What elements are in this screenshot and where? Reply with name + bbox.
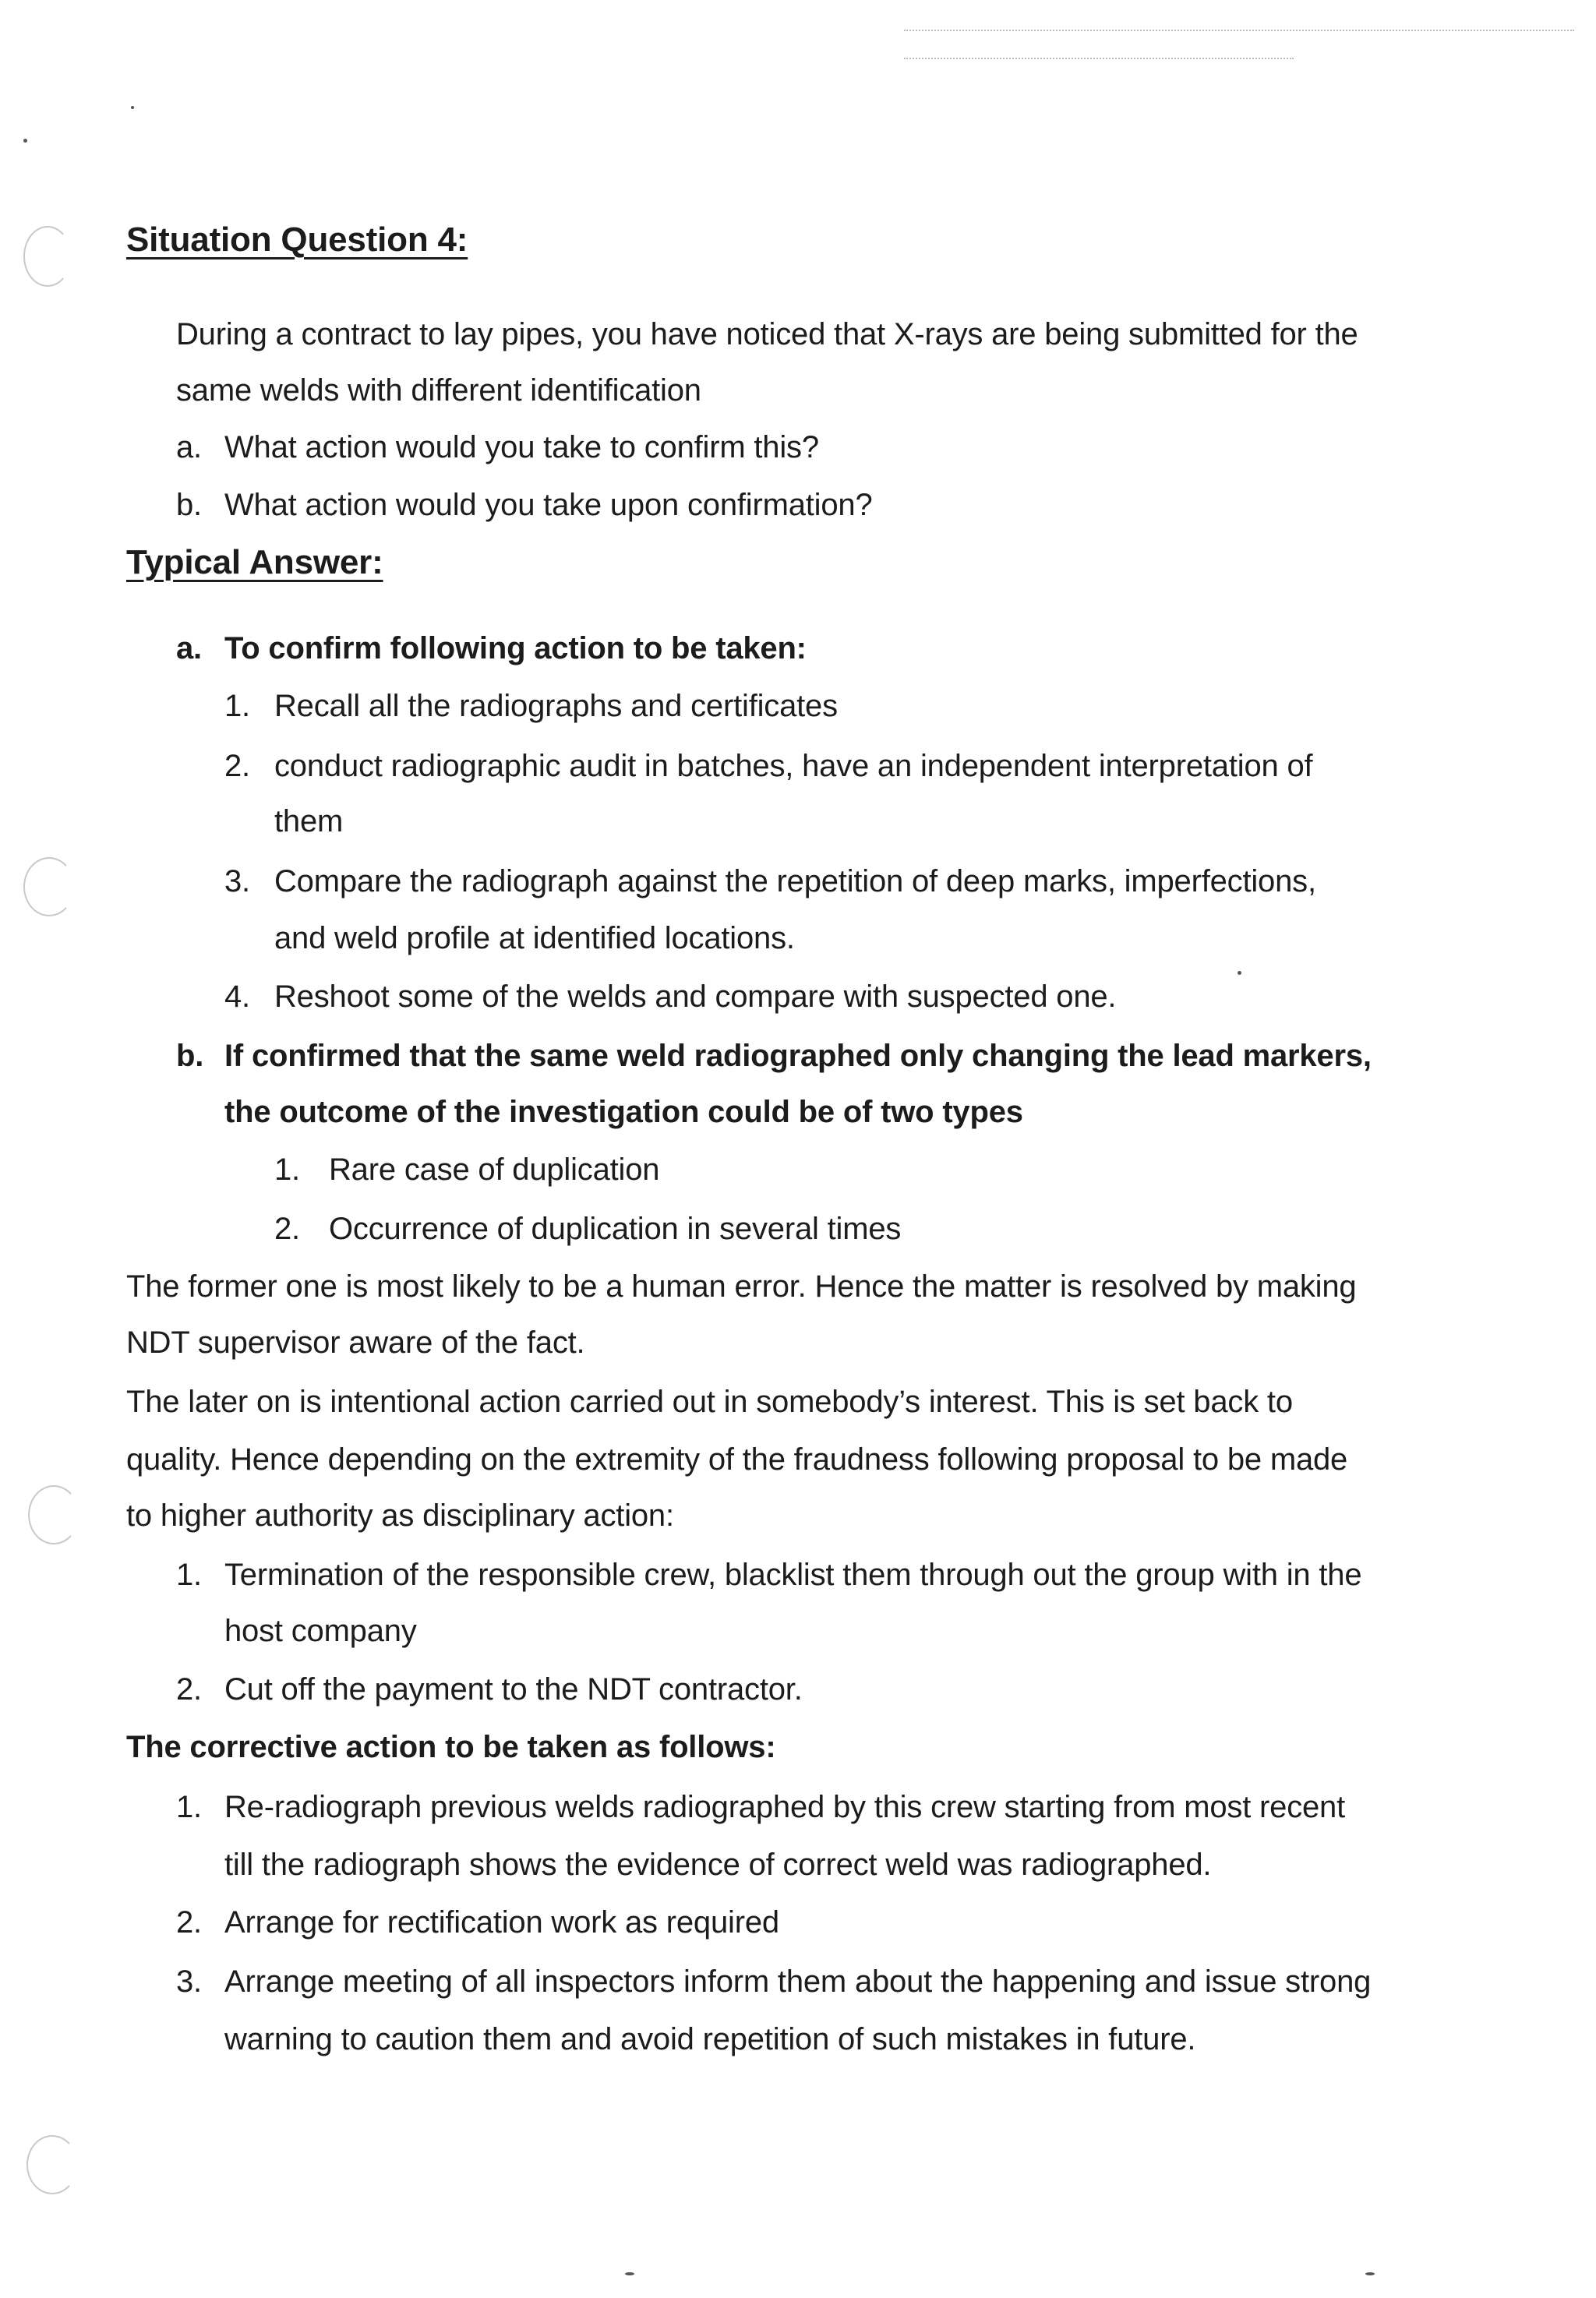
- list-item-text: Arrange for rectification work as required: [224, 1905, 779, 1940]
- list-item-continuation: host company: [224, 1614, 417, 1648]
- list-marker: 1.: [274, 1153, 300, 1187]
- list-marker: b.: [176, 1039, 204, 1073]
- list-item: [176, 1556, 1517, 1594]
- list-item: [274, 1210, 1443, 1248]
- list-marker: 1.: [224, 689, 250, 723]
- list-item: [176, 1963, 1517, 2000]
- part-b-title-text: If confirmed that the same weld radiographed only changing the lead markers,: [224, 1039, 1372, 1073]
- scan-speck: [1365, 2272, 1375, 2275]
- paragraph-line: NDT supervisor aware of the fact.: [126, 1325, 585, 1360]
- punch-hole-top: [23, 226, 72, 287]
- list-item: [176, 1904, 1517, 1941]
- scan-speck: [131, 106, 134, 109]
- punch-hole-upper-middle: [23, 857, 75, 916]
- punch-hole-lower-middle: [28, 1485, 79, 1544]
- list-marker: 1.: [176, 1790, 202, 1824]
- answer-part-a-title: [176, 630, 1501, 667]
- answer-part-b-title: [176, 1037, 1517, 1075]
- list-marker: b.: [176, 488, 202, 522]
- list-item: [224, 687, 1549, 725]
- list-item: [224, 747, 1549, 785]
- list-marker: 1.: [176, 1558, 202, 1592]
- scan-speck: [1238, 971, 1241, 975]
- list-item: [176, 1788, 1517, 1826]
- question-intro-line-1: During a contract to lay pipes, you have noticed that X-rays are being submitted for the: [176, 317, 1358, 351]
- answer-part-b-title-continuation: the outcome of the investigation could be of two types: [224, 1095, 1023, 1129]
- question-item-a: [176, 429, 1501, 466]
- scan-dots-top: [904, 30, 1574, 31]
- list-item: [274, 1151, 1443, 1188]
- list-item-text: Cut off the payment to the NDT contractor.: [224, 1672, 803, 1707]
- question-intro-line-2: same welds with different identification: [176, 373, 701, 408]
- list-item-continuation: them: [274, 804, 344, 838]
- list-item-text: Re-radiograph previous welds radiographed by this crew starting from most recent: [224, 1790, 1346, 1824]
- list-marker: 2.: [176, 1672, 202, 1707]
- paragraph-line: quality. Hence depending on the extremity of the fraudness following proposal to be made: [126, 1442, 1348, 1477]
- list-item-text: Occurrence of duplication in several times: [329, 1212, 902, 1246]
- list-marker: a.: [176, 430, 202, 464]
- list-item-text: conduct radiographic audit in batches, have an independent interpretation of: [274, 749, 1313, 783]
- part-a-title-text: To confirm following action to be taken:: [224, 631, 807, 665]
- list-marker: 3.: [176, 1964, 202, 1999]
- list-marker: 2.: [224, 749, 250, 783]
- list-item-continuation: warning to caution them and avoid repetition of such mistakes in future.: [224, 2022, 1196, 2056]
- list-item-text: Termination of the responsible crew, blacklist them through out the group with in the: [224, 1558, 1362, 1592]
- paragraph-line: The later on is intentional action carried out in somebody’s interest. This is set back to: [126, 1385, 1293, 1419]
- list-item-text: Arrange meeting of all inspectors inform them about the happening and issue strong: [224, 1964, 1372, 1999]
- scan-speck: [625, 2272, 634, 2275]
- corrective-action-title: The corrective action to be taken as follows:: [126, 1730, 776, 1764]
- list-item: [176, 1671, 1517, 1708]
- answer-heading: Typical Answer:: [126, 543, 383, 581]
- question-item-b: [176, 486, 1501, 524]
- scan-dots-top-2: [904, 58, 1294, 59]
- list-marker: 2.: [274, 1212, 300, 1246]
- paragraph-line: to higher authority as disciplinary action:: [126, 1498, 674, 1533]
- question-item-text: What action would you take to confirm this?: [224, 430, 819, 464]
- question-item-text: What action would you take upon confirmation?: [224, 488, 873, 522]
- list-item: [224, 863, 1549, 900]
- list-item-text: Recall all the radiographs and certificates: [274, 689, 838, 723]
- list-marker: 3.: [224, 864, 250, 898]
- list-marker: a.: [176, 631, 202, 665]
- list-marker: 4.: [224, 980, 250, 1014]
- punch-hole-bottom: [26, 2135, 78, 2194]
- list-item-text: Reshoot some of the welds and compare with suspected one.: [274, 980, 1117, 1014]
- list-item-text: Compare the radiograph against the repetition of deep marks, imperfections,: [274, 864, 1316, 898]
- list-item-continuation: and weld profile at identified locations.: [274, 921, 795, 955]
- paragraph-line: The former one is most likely to be a human error. Hence the matter is resolved by making: [126, 1269, 1357, 1304]
- question-heading: Situation Question 4:: [126, 221, 468, 259]
- list-item-continuation: till the radiograph shows the evidence of correct weld was radiographed.: [224, 1848, 1212, 1882]
- list-marker: 2.: [176, 1905, 202, 1940]
- list-item: [224, 978, 1549, 1015]
- list-item-text: Rare case of duplication: [329, 1153, 660, 1187]
- scan-speck: [23, 139, 27, 143]
